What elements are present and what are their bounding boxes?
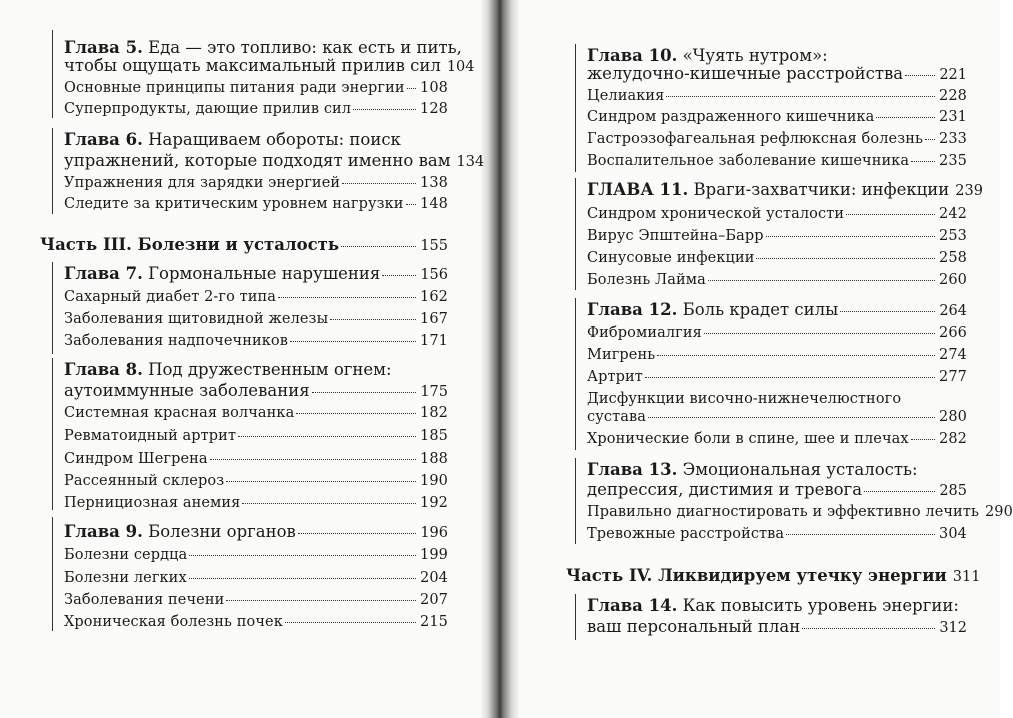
chapter-5-entry: чтобы ощущать максимальный прилив сил 104	[64, 56, 475, 75]
toc-subentry: Фибромиалгия 266	[587, 325, 967, 341]
part-3-entry: Часть III. Болезни и усталость 155	[40, 235, 448, 254]
chapter-11-bar	[575, 178, 576, 290]
chapter-14-bar	[575, 594, 576, 640]
toc-subentry: Синдром Шегрена 188	[64, 451, 448, 467]
toc-subentry: Воспалительное заболевание кишечника 235	[587, 153, 967, 169]
chapter-9-entry: Глава 9. Болезни органов 196	[64, 522, 448, 541]
toc-subentry: Рассеянный склероз 190	[64, 473, 448, 489]
toc-subentry: Ревматоидный артрит 185	[64, 428, 448, 444]
toc-subentry: сустава 280	[587, 409, 967, 425]
toc-subentry: Вирус Эпштейна–Барр 253	[587, 228, 967, 244]
toc-subentry-line1: Дисфункции височно-нижнечелюстного	[587, 391, 902, 407]
book-gutter	[480, 0, 520, 718]
chapter-14-entry: ваш персональный план 312	[587, 617, 967, 636]
toc-subentry: Следите за критическим уровнем нагрузки 148	[64, 196, 448, 212]
toc-subentry: Хронические боли в спине, шее и плечах 282	[587, 431, 967, 447]
chapter-13-bar	[575, 458, 576, 544]
chapter-5-bar	[52, 30, 53, 118]
toc-subentry: Болезни легких 204	[64, 570, 448, 586]
toc-subentry: Пернициозная анемия 192	[64, 495, 448, 511]
toc-subentry: Болезни сердца 199	[64, 547, 448, 563]
chapter-6-title: Глава 6. Наращиваем обороты: поиск	[64, 130, 401, 149]
toc-subentry: Хроническая болезнь почек 215	[64, 614, 448, 630]
toc-subentry: Синусовые инфекции 258	[587, 250, 967, 266]
chapter-8-entry: аутоиммунные заболевания 175	[64, 381, 448, 400]
toc-subentry: Синдром хронической усталости 242	[587, 206, 967, 222]
toc-subentry: Тревожные расстройства 304	[587, 526, 967, 542]
chapter-10-title: Глава 10. «Чуять нутром»:	[587, 46, 828, 65]
toc-subentry: Артрит 277	[587, 369, 967, 385]
toc-subentry: Синдром раздраженного кишечника 231	[587, 109, 967, 125]
chapter-8-title: Глава 8. Под дружественным огнем:	[64, 360, 392, 379]
toc-subentry: Мигрень 274	[587, 347, 967, 363]
toc-subentry: Гастроэзофагеальная рефлюксная болезнь 233	[587, 131, 967, 147]
chapter-12-entry: Глава 12. Боль крадет силы 264	[587, 300, 967, 319]
chapter-12-bar	[575, 298, 576, 450]
toc-subentry: Основные принципы питания ради энергии 108	[64, 80, 448, 96]
toc-subentry: Заболевания надпочечников 171	[64, 333, 448, 349]
chapter-8-bar	[52, 358, 53, 510]
chapter-14-title: Глава 14. Как повысить уровень энергии:	[587, 596, 959, 615]
toc-subentry: Целиакия 228	[587, 88, 967, 104]
toc-subentry: Суперпродукты, дающие прилив сил 128	[64, 101, 448, 117]
chapter-7-bar	[52, 262, 53, 354]
chapter-10-bar	[575, 44, 576, 172]
chapter-9-bar	[52, 517, 53, 631]
toc-subentry: Системная красная волчанка 182	[64, 405, 448, 421]
chapter-10-entry: желудочно-кишечные расстройства 221	[587, 64, 967, 83]
toc-subentry: Правильно диагностировать и эффективно лечить 290	[587, 504, 1013, 520]
chapter-7-entry: Глава 7. Гормональные нарушения 156	[64, 264, 448, 283]
chapter-13-title: Глава 13. Эмоциональная усталость:	[587, 460, 918, 479]
part-4-entry: Часть IV. Ликвидируем утечку энергии 311	[566, 566, 981, 585]
chapter-6-entry: упражнений, которые подходят именно вам 134	[64, 151, 485, 170]
toc-subentry: Болезнь Лайма 260	[587, 272, 967, 288]
chapter-13-entry: депрессия, дистимия и тревога 285	[587, 480, 967, 499]
toc-subentry: Заболевания щитовидной железы 167	[64, 311, 448, 327]
toc-subentry: Сахарный диабет 2-го типа 162	[64, 289, 448, 305]
chapter-5-title: Глава 5. Еда — это топливо: как есть и пить,	[64, 38, 462, 57]
chapter-11-entry: ГЛАВА 11. Враги-захватчики: инфекции 239	[587, 180, 983, 199]
chapter-6-bar	[52, 128, 53, 214]
toc-subentry: Упражнения для зарядки энергией 138	[64, 175, 448, 191]
toc-subentry: Заболевания печени 207	[64, 592, 448, 608]
